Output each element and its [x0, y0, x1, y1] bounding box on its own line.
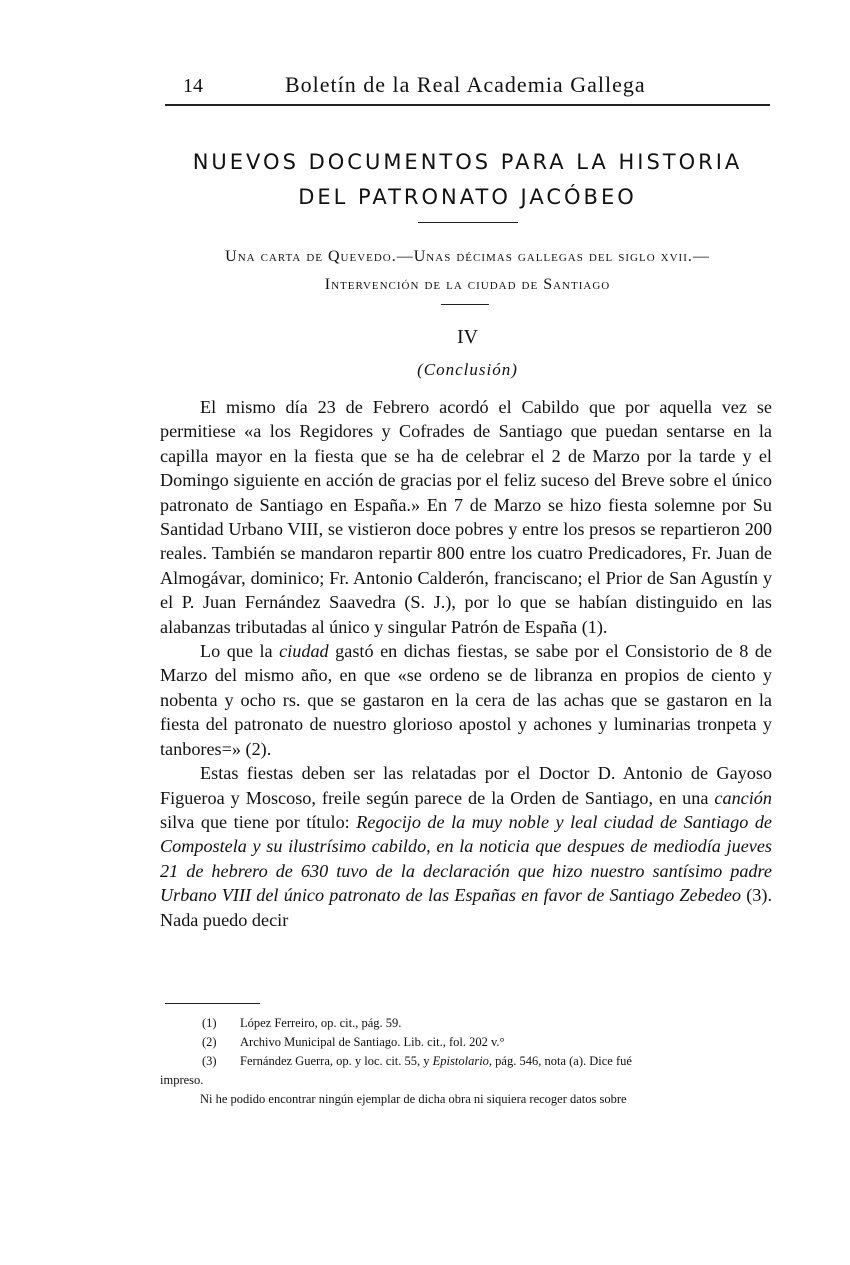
title-divider: [418, 222, 518, 223]
footnote-3: (3) Fernández Guerra, op. y loc. cit. 55, y Epistolario, pág. 546, nota (a). Dice fué: [202, 1054, 632, 1068]
article-body: [160, 395, 772, 932]
subtitle-line-2: Intervención de la ciudad de Santiago: [324, 276, 611, 293]
page-number: 14: [183, 75, 203, 97]
italic-work-title: Regocijo de la muy noble y leal ciudad de Santiago de Compostela y su ilustrísimo cabildo, en la noticia que despues de mediodía jueves 21 de hebrero de 630 tuvo de la declaración que hizo nuestro santísimo padre Urbano VIII del único patronato de las Españas en favor de Santiago Zebedeo: [160, 811, 772, 906]
paragraph-3: Estas fiestas deben ser las relatadas por el Doctor D. Antonio de Gayoso Figueroa y Moscoso, freile según parece de la Orden de Santiago, en una canción silva que tiene por título: Regocijo de la muy noble y leal ciudad de Santiago de Compostela y su ilustrísimo cabildo, en la noticia que despues de mediodía jueves 21 de hebrero de 630 tuvo de la declaración que hizo nuestro santísimo padre Urbano VIII del único patronato de las Españas en favor de Santiago Zebedeo (3). Nada puedo decir: [160, 763, 772, 930]
article-title-line-2: DEL PATRONATO JACÓBEO: [298, 185, 637, 209]
footnotes: [160, 1014, 772, 1109]
section-number: IV: [456, 326, 479, 348]
footnote-2: (2) Archivo Municipal de Santiago. Lib. cit., fol. 202 v.°: [202, 1035, 505, 1049]
italic-ciudad: ciudad: [279, 641, 329, 662]
footnote-note: Ni he podido encontrar ningún ejemplar de dicha obra ni siquiera recoger datos sobre: [200, 1092, 627, 1106]
footnote-divider: [165, 1003, 260, 1004]
paragraph-2: Lo que la ciudad gastó en dichas fiestas, se sabe por el Consistorio de 8 de Marzo del mismo año, en que «se ordeno se de libranza en propios de ciento y nobenta y ocho rs. que se gastaron en la cera de las achas que se gastaron en la fiesta del patronato de nuestro glorioso apostol y achones y luminarias tronpeta y tanbores=» (2).: [160, 641, 773, 759]
running-header: [165, 70, 770, 106]
footnote-1: (1) López Ferreiro, op. cit., pág. 59.: [202, 1016, 402, 1030]
italic-cancion: canción: [714, 787, 772, 808]
subtitle-divider: [441, 304, 489, 305]
article-title-line-1: NUEVOS DOCUMENTOS PARA LA HISTORIA: [192, 150, 743, 174]
footnote-3-continuation: impreso.: [160, 1073, 204, 1087]
paragraph-1: El mismo día 23 de Febrero acordó el Cabildo que por aquella vez se permitiese «a los Regidores y Cofrades de Santiago que puedan sentarse en la capilla mayor en la fiesta que se ha de celebrar el 2 de Marzo por la tarde y el Domingo siguiente en acción de gracias por el feliz suceso del Breve sobre el único patronato de Santiago en España.» En 7 de Marzo se hizo fiesta solemne por Su Santidad Urbano VIII, se vistieron doce pobres y entre los presos se repartieron 200 reales. También se mandaron repartir 800 entre los cuatro Predicadores, Fr. Juan de Almogávar, dominico; Fr. Antonio Calderón, franciscano; el Prior de San Agustín y el P. Juan Fernández Saavedra (S. J.), por lo que se habían distinguido en las alabanzas tributadas al único y singular Patrón de España (1).: [160, 397, 772, 637]
journal-title: Boletín de la Real Academia Gallega: [285, 72, 646, 97]
subtitle-line-1: Una carta de Quevedo.—Unas décimas gallegas del siglo xvii.—: [225, 248, 710, 265]
conclusion-label: (Conclusión): [417, 360, 518, 379]
